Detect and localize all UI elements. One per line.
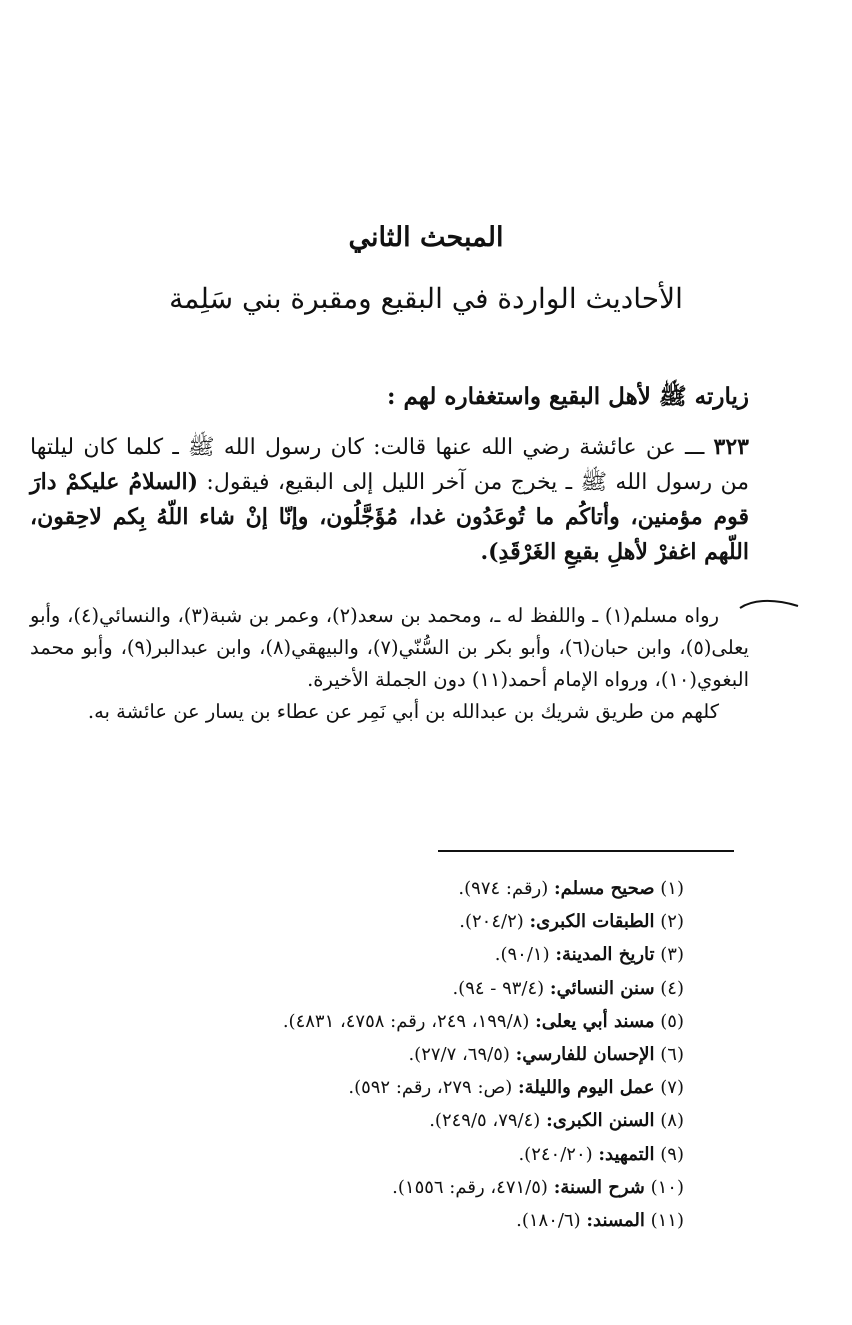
footnote-number: (٢) [660, 911, 684, 933]
chapter-title: المبحث الثاني [348, 222, 504, 253]
footnote-source: سنن النسائي: [549, 977, 655, 999]
footnote-reference: (٢٤٠/٢٠). [518, 1143, 593, 1165]
footnote-source: التمهيد: [598, 1143, 655, 1165]
footnote-number: (٧) [660, 1077, 684, 1099]
footnote-source: مسند أبي يعلى: [535, 1010, 655, 1032]
footnote-reference: (٧٩/٤، ٢٤٩/٥). [429, 1110, 541, 1132]
section-heading: زيارته ﷺ لأهل البقيع واستغفاره لهم : [386, 383, 749, 410]
footnote-number: (١١) [650, 1210, 684, 1232]
footnote-source: المسند: [586, 1210, 645, 1232]
footnote-item [283, 972, 684, 1005]
footnote-reference: (ص: ٢٧٩، رقم: ٥٩٢). [348, 1077, 513, 1099]
footnote-item [283, 938, 684, 971]
hadith-number: ٣٢٣ [713, 434, 749, 460]
footnote-number: (٨) [660, 1110, 684, 1132]
footnote-source: شرح السنة: [553, 1176, 645, 1198]
footnote-item [283, 1071, 684, 1104]
footnote-item [283, 1104, 684, 1137]
footnote-item [283, 905, 684, 938]
footnote-number: (٤) [660, 977, 684, 999]
footnote-item [283, 1171, 684, 1204]
footnote-source: الطبقات الكبرى: [529, 911, 655, 933]
footnote-reference: (١٨٠/٦). [516, 1210, 581, 1232]
footnote-separator [438, 850, 734, 852]
footnote-source: السنن الكبرى: [546, 1110, 655, 1132]
footnote-source: تاريخ المدينة: [555, 944, 655, 966]
footnote-source: صحيح مسلم: [554, 878, 655, 899]
hadith-quote: (السلامُ عليكمْ دارَ قوم مؤمنين، وأتاكُم ما تُوعَدُون غدا، مُؤَجَّلُون، وإنّا إنْ شاء اللّهُ بِكم لاحِقون، اللّهم اغفرْ لأهلِ بقيعِ الغَرْقَدِ). [30, 469, 749, 565]
footnote-number: (٣) [660, 944, 684, 966]
footnote-reference: (٢٠٤/٢). [459, 911, 524, 933]
footnotes-list [283, 872, 684, 1237]
takhrij-paragraph: كلهم من طريق شريك بن عبدالله بن أبي نَمِر عن عطاء بن يسار عن عائشة به. [87, 700, 719, 723]
footnote-reference: (رقم: ٩٧٤). [458, 878, 549, 899]
footnote-item [283, 1005, 684, 1038]
footnote-number: (٥) [660, 1010, 684, 1032]
footnote-item [283, 1204, 684, 1237]
footnote-number: (١٠) [650, 1176, 684, 1198]
hadith-dash: ـــ [675, 435, 705, 460]
footnote-reference: (٤٧١/٥، رقم: ١٥٥٦). [392, 1176, 548, 1198]
footnote-item [283, 1138, 684, 1171]
hadith-paragraph [30, 430, 749, 570]
footnote-source: الإحسان للفارسي: [515, 1044, 655, 1066]
takhrij-section [30, 600, 749, 728]
footnote-number: (٦) [660, 1044, 684, 1066]
footnote-source: عمل اليوم والليلة: [518, 1077, 655, 1099]
footnote-reference: (٩٠/١). [494, 944, 550, 966]
footnote-number: (٩) [660, 1143, 684, 1165]
hadith-intro: عن عائشة رضي الله عنها قالت: كان رسول الله ﷺ ـ كلما كان ليلتها من رسول الله ﷺ ـ يخرج من آخر الليل إلى البقيع، فيقول: [30, 435, 749, 495]
footnote-reference: (٩٣/٤ - ٩٤). [452, 977, 545, 999]
footnote-number: (١) [660, 878, 684, 899]
footnote-item [283, 872, 684, 905]
chapter-subtitle: الأحاديث الواردة في البقيع ومقبرة بني سَلِمة [169, 282, 683, 315]
footnote-reference: (٦٩/٥، ٢٧/٧). [408, 1044, 510, 1066]
footnote-item [283, 1038, 684, 1071]
takhrij-paragraph: رواه مسلم(١) ـ واللفظ له ـ، ومحمد بن سعد(٢)، وعمر بن شبة(٣)، والنسائي(٤)، وأبو يعلى(٥)، وابن حبان(٦)، وأبو بكر بن السُّنّي(٧)، والبيهقي(٨)، وابن عبدالبر(٩)، وأبو محمد البغوي(١٠)، ورواه الإمام أحمد(١١) دون الجملة الأخيرة. [30, 604, 749, 691]
footnote-reference: (١٩٩/٨، ٢٤٩، رقم: ٤٧٥٨، ٤٨٣١). [282, 1010, 530, 1032]
